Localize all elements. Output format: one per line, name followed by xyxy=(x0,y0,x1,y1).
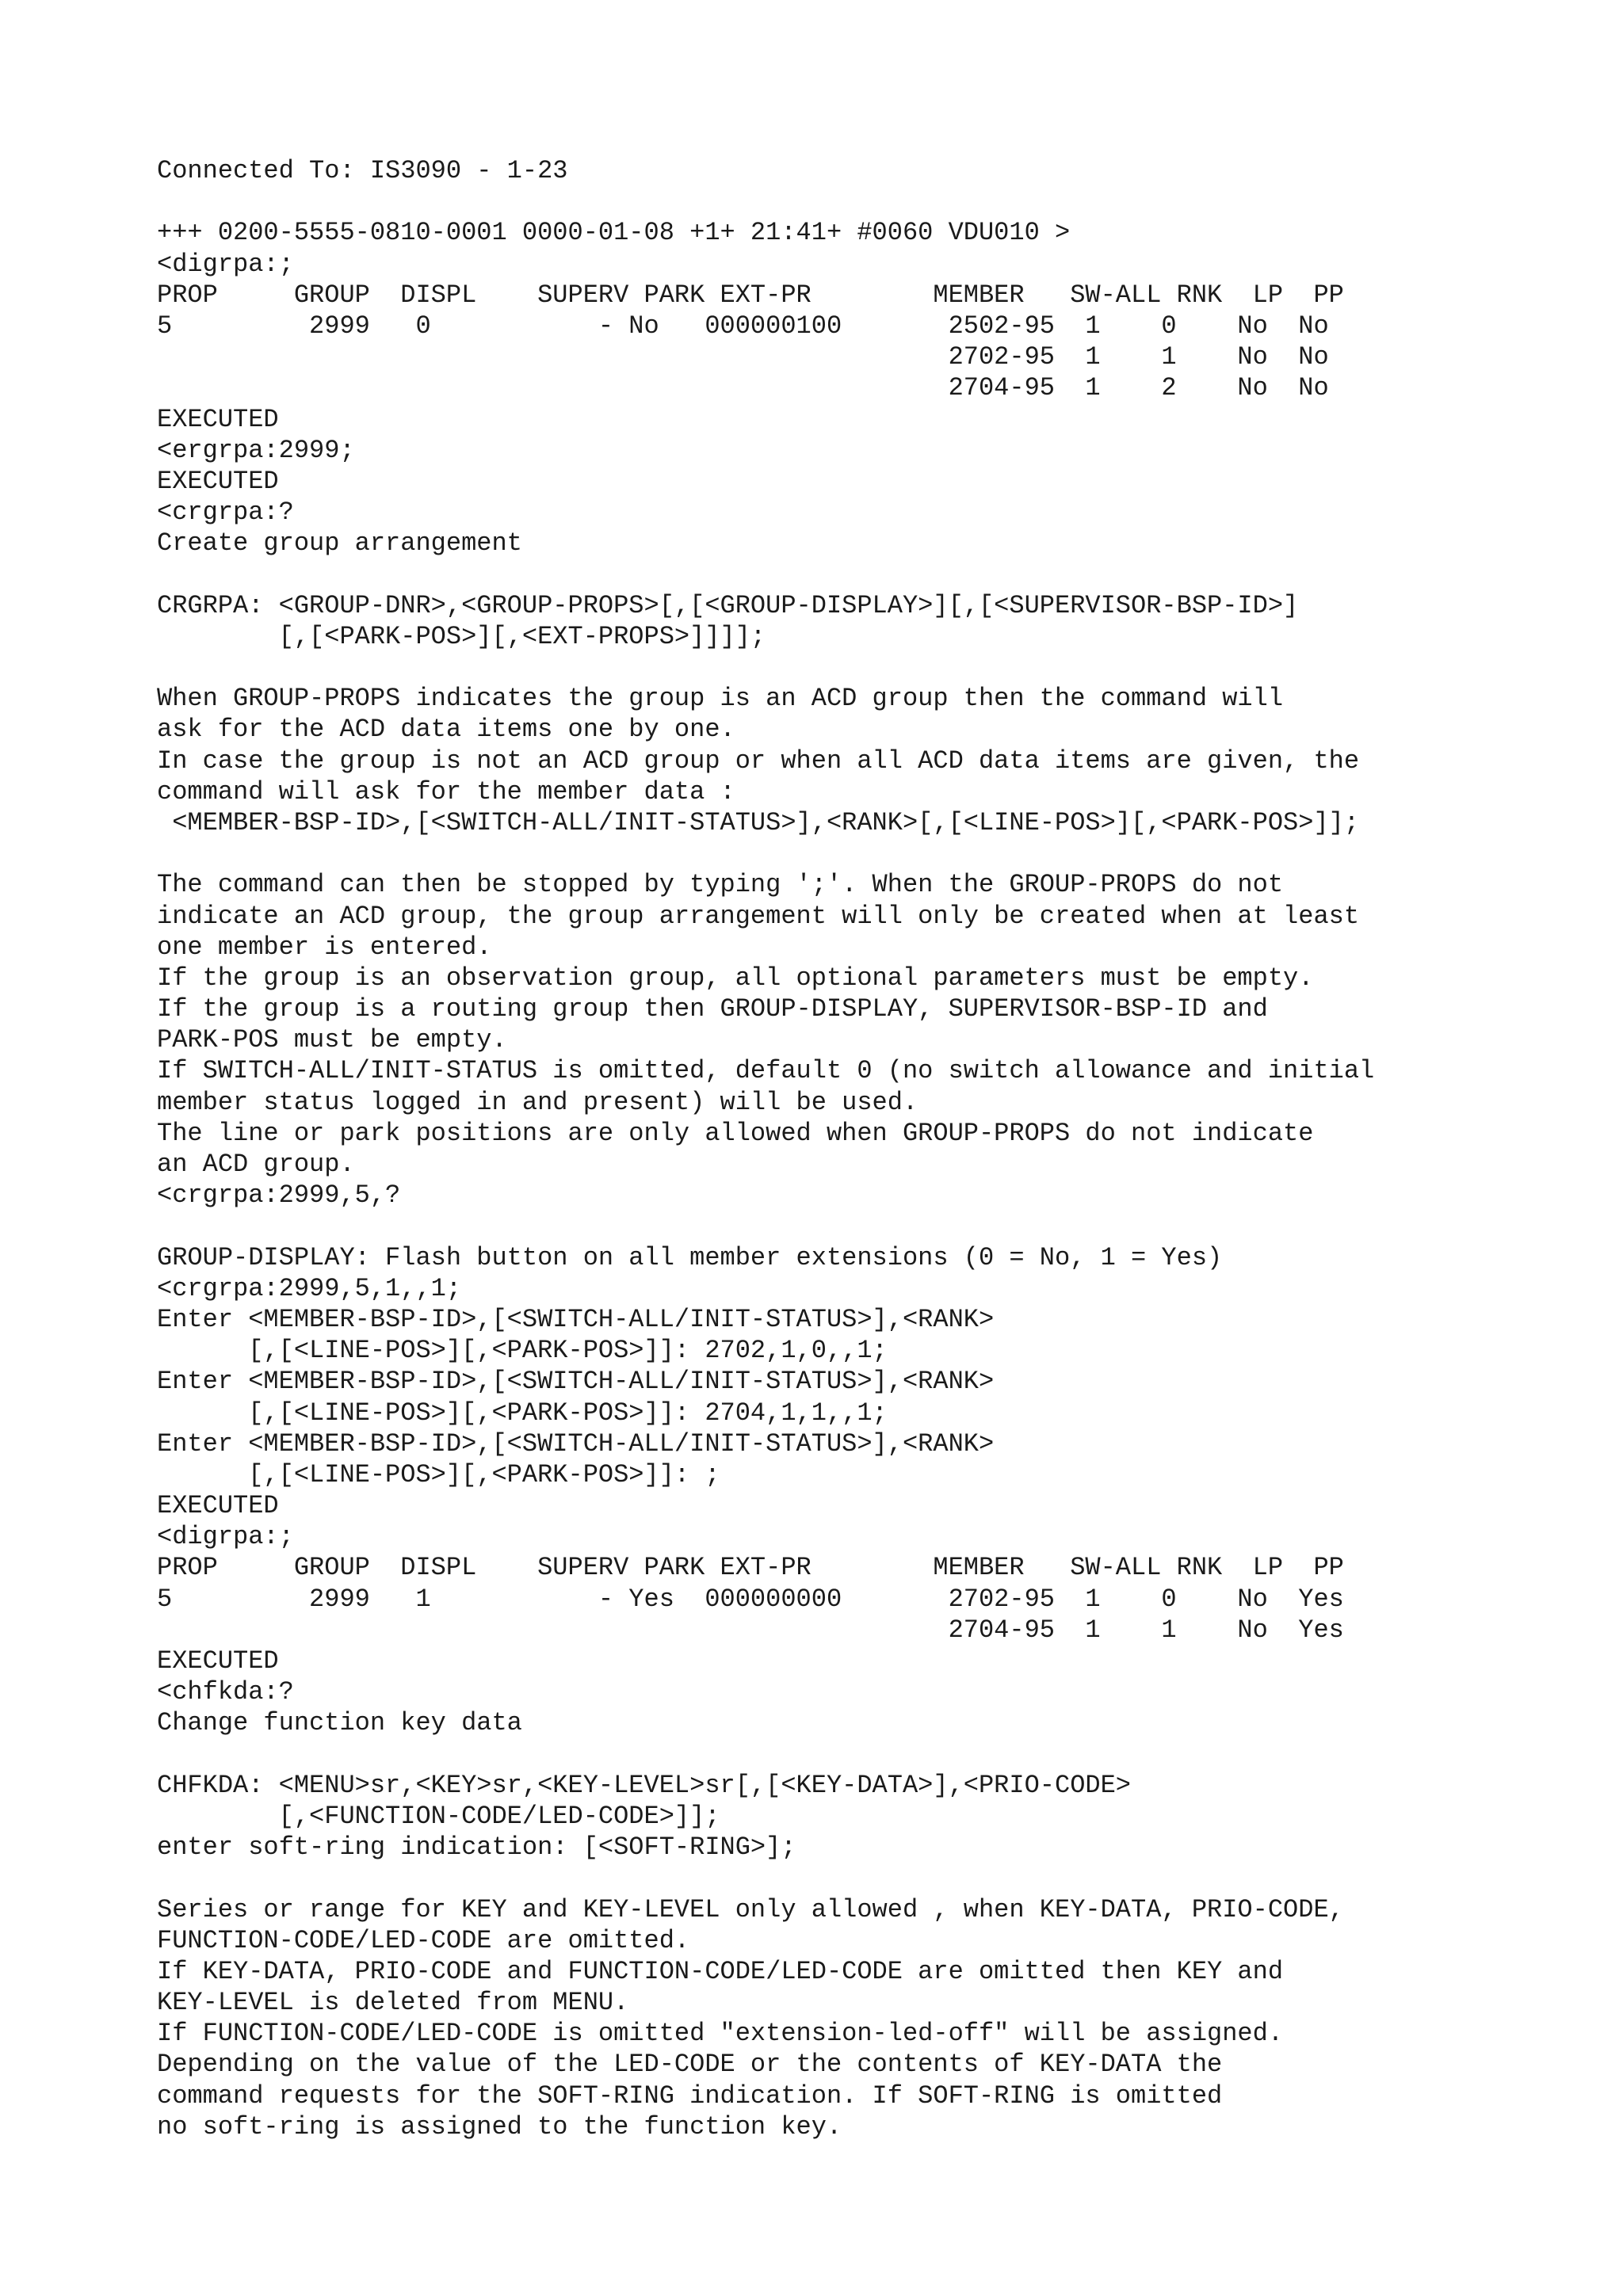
transcript-line: Create group arrangement xyxy=(157,528,522,559)
transcript-line: PARK-POS must be empty. xyxy=(157,1025,507,1055)
transcript-line: FUNCTION-CODE/LED-CODE are omitted. xyxy=(157,1925,690,1955)
blank-line xyxy=(157,652,1599,683)
transcript-line: Change function key data xyxy=(157,1708,522,1738)
terminal-transcript xyxy=(157,155,1599,2142)
transcript-line: Series or range for KEY and KEY-LEVEL only allowed , when KEY-DATA, PRIO-CODE, xyxy=(157,1894,1344,1924)
transcript-line: member status logged in and present) will be used. xyxy=(157,1087,918,1117)
transcript-line: 5 2999 1 - Yes 000000000 2702-95 1 0 No Yes xyxy=(157,1584,1344,1614)
transcript-line: PROP GROUP DISPL SUPERV PARK EXT-PR MEMBER SW-ALL RNK LP PP xyxy=(157,280,1344,310)
transcript-line: 2704-95 1 1 No Yes xyxy=(157,1615,1344,1645)
transcript-line: If the group is an observation group, all optional parameters must be empty. xyxy=(157,963,1314,993)
transcript-line: CRGRPA: <GROUP-DNR>,<GROUP-PROPS>[,[<GROUP-DISPLAY>][,[<SUPERVISOR-BSP-ID>] xyxy=(157,590,1299,620)
transcript-line: GROUP-DISPLAY: Flash button on all member extensions (0 = No, 1 = Yes) xyxy=(157,1242,1223,1272)
transcript-line: no soft-ring is assigned to the function key. xyxy=(157,2111,842,2142)
transcript-line: [,[<LINE-POS>][,<PARK-POS>]]: 2704,1,1,,1; xyxy=(157,1398,888,1428)
transcript-line: EXECUTED xyxy=(157,1491,279,1521)
transcript-line: <crgrpa:2999,5,? xyxy=(157,1180,401,1211)
transcript-line: <ergrpa:2999; xyxy=(157,435,355,465)
transcript-line: If FUNCTION-CODE/LED-CODE is omitted "extension-led-off" will be assigned. xyxy=(157,2019,1284,2049)
transcript-line: ask for the ACD data items one by one. xyxy=(157,715,735,745)
transcript-line: <crgrpa:2999,5,1,,1; xyxy=(157,1273,462,1303)
transcript-line: 2702-95 1 1 No No xyxy=(157,342,1329,372)
transcript-line: [,[<LINE-POS>][,<PARK-POS>]]: ; xyxy=(157,1459,720,1489)
blank-line xyxy=(157,1863,1599,1894)
transcript-line: In case the group is not an ACD group or when all ACD data items are given, the xyxy=(157,746,1360,776)
transcript-line: 5 2999 0 - No 000000100 2502-95 1 0 No No xyxy=(157,311,1329,341)
transcript-line: Enter <MEMBER-BSP-ID>,[<SWITCH-ALL/INIT-STATUS>],<RANK> xyxy=(157,1304,995,1334)
transcript-line: EXECUTED xyxy=(157,466,279,496)
transcript-line: If SWITCH-ALL/INIT-STATUS is omitted, default 0 (no switch allowance and initial xyxy=(157,1056,1375,1086)
transcript-line: The command can then be stopped by typing ';'. When the GROUP-PROPS do not xyxy=(157,870,1284,900)
transcript-line: If the group is a routing group then GROUP-DISPLAY, SUPERVISOR-BSP-ID and xyxy=(157,994,1268,1024)
transcript-line: one member is entered. xyxy=(157,932,492,962)
blank-line xyxy=(157,1211,1599,1241)
transcript-line: <digrpa:; xyxy=(157,1522,294,1552)
transcript-line: Connected To: IS3090 - 1-23 xyxy=(157,156,568,185)
transcript-line: Enter <MEMBER-BSP-ID>,[<SWITCH-ALL/INIT-STATUS>],<RANK> xyxy=(157,1428,995,1459)
transcript-line: When GROUP-PROPS indicates the group is an ACD group then the command will xyxy=(157,684,1284,714)
transcript-line: [,[<PARK-POS>][,<EXT-PROPS>]]]]; xyxy=(157,621,766,651)
transcript-line: enter soft-ring indication: [<SOFT-RING>]; xyxy=(157,1833,796,1863)
transcript-line: 2704-95 1 2 No No xyxy=(157,373,1329,403)
blank-line xyxy=(157,838,1599,869)
transcript-line: EXECUTED xyxy=(157,1646,279,1676)
transcript-line: Depending on the value of the LED-CODE or the contents of KEY-DATA the xyxy=(157,2050,1223,2080)
transcript-line: CHFKDA: <MENU>sr,<KEY>sr,<KEY-LEVEL>sr[,[<KEY-DATA>],<PRIO-CODE> xyxy=(157,1770,1131,1800)
transcript-line: EXECUTED xyxy=(157,404,279,434)
transcript-line: <MEMBER-BSP-ID>,[<SWITCH-ALL/INIT-STATUS>],<RANK>[,[<LINE-POS>][,<PARK-POS>]]; xyxy=(157,807,1360,837)
blank-line xyxy=(157,186,1599,217)
transcript-line: [,[<LINE-POS>][,<PARK-POS>]]: 2702,1,0,,1; xyxy=(157,1336,888,1366)
blank-line xyxy=(157,559,1599,589)
transcript-line: command will ask for the member data : xyxy=(157,776,735,807)
transcript-line: Enter <MEMBER-BSP-ID>,[<SWITCH-ALL/INIT-STATUS>],<RANK> xyxy=(157,1367,995,1397)
transcript-line: If KEY-DATA, PRIO-CODE and FUNCTION-CODE/LED-CODE are omitted then KEY and xyxy=(157,1956,1284,1986)
transcript-line: an ACD group. xyxy=(157,1150,355,1179)
transcript-line: <chfkda:? xyxy=(157,1677,294,1707)
transcript-line: +++ 0200-5555-0810-0001 0000-01-08 +1+ 21:41+ #0060 VDU010 > xyxy=(157,218,1071,248)
transcript-line: KEY-LEVEL is deleted from MENU. xyxy=(157,1988,629,2018)
transcript-line: The line or park positions are only allowed when GROUP-PROPS do not indicate xyxy=(157,1118,1314,1148)
blank-line xyxy=(157,1739,1599,1770)
transcript-line: <digrpa:; xyxy=(157,249,294,279)
transcript-line: [,<FUNCTION-CODE/LED-CODE>]]; xyxy=(157,1801,720,1831)
transcript-line: indicate an ACD group, the group arrangement will only be created when at least xyxy=(157,901,1360,931)
transcript-line: <crgrpa:? xyxy=(157,498,294,528)
transcript-line: command requests for the SOFT-RING indication. If SOFT-RING is omitted xyxy=(157,2081,1223,2111)
transcript-line: PROP GROUP DISPL SUPERV PARK EXT-PR MEMBER SW-ALL RNK LP PP xyxy=(157,1553,1344,1583)
